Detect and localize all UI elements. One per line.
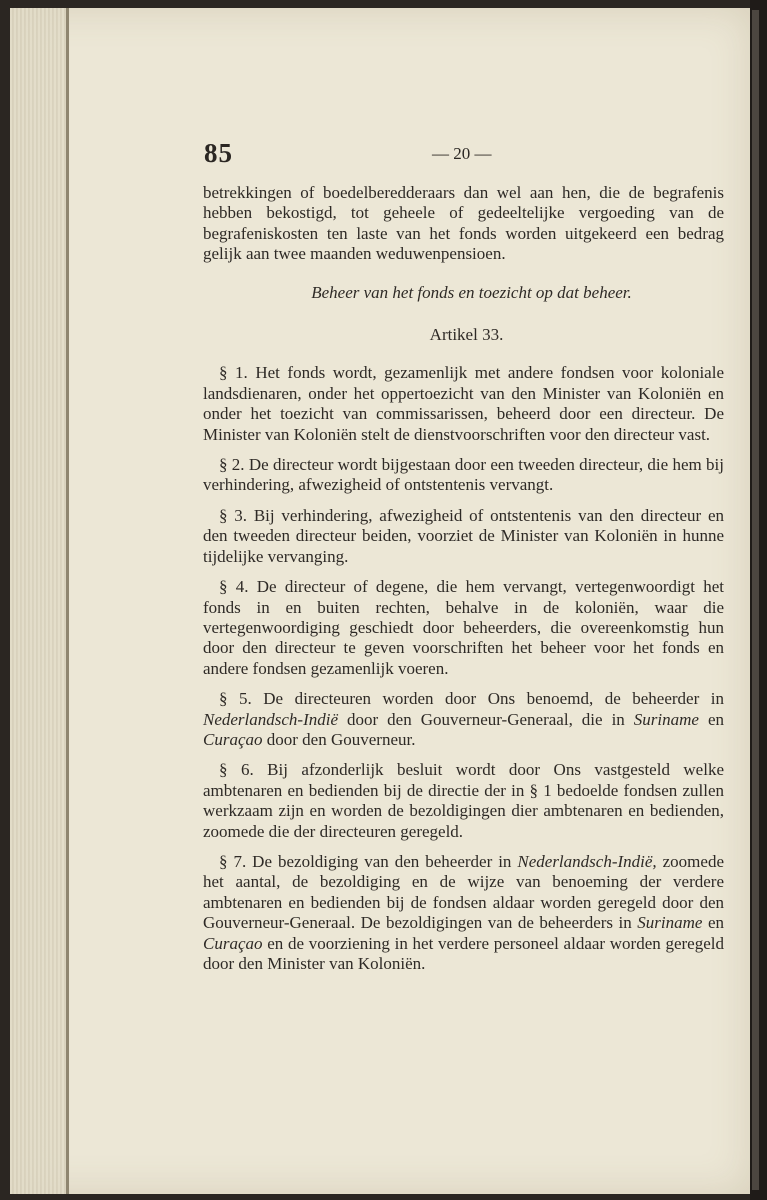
section-heading: Beheer van het fonds en toezicht op dat beheer. — [311, 282, 632, 302]
page-number: 85 — [204, 138, 233, 168]
clause-6: § 6. Bij afzonderlijk besluit wordt door Ons vastgesteld welke ambtenaren en bedienden bij de directie der in § 1 bedoelde fondsen zullen werkzaam zijn en worden de bezoldigingen dier ambtenaren en bedienden, zoomede die der directeuren geregeld. — [203, 760, 724, 841]
clause-2: § 2. De directeur wordt bijgestaan door een tweeden directeur, die hem bij verhindering, afwezigheid of ontstentenis vervangt. — [203, 455, 724, 495]
page-header — [204, 138, 724, 178]
place-name: Nederlandsch-Indië, — [517, 851, 657, 871]
place-name: Nederlandsch-Indië — [203, 709, 339, 729]
running-folio: — 20 — — [432, 144, 492, 163]
place-name: Suriname — [637, 913, 703, 933]
page-edge-shadow — [66, 8, 69, 1194]
page-edge-stack — [10, 8, 66, 1194]
clause-7-text: § 7. De bezoldiging van den beheerder in — [219, 851, 518, 871]
clause-5-text: en — [698, 709, 724, 729]
clause-7-text: zoomede het aantal, de bezoldiging en de wijze van benoeming der verdere ambtenaren en bedienden bij de fondsen aldaar worden geregeld door den Gouverneur-Generaal. De bezoldigingen van de beheerders in — [203, 851, 724, 933]
article-heading: Artikel 33. — [429, 325, 504, 345]
clause-4: § 4. De directeur of degene, die hem vervangt, vertegenwoordigt het fonds in en buiten rechten, behalve in de koloniën, waar die vertegenwoordiging geschiedt door beheerders, die overeenkomstig hun door den directeur te geven voorschriften het beheer voor het fonds en andere fondsen gezamenlijk voeren. — [203, 577, 724, 678]
place-name: Curaçao — [203, 729, 263, 749]
clause-5 — [203, 689, 724, 750]
clause-7-text: en — [702, 913, 724, 933]
clause-7 — [203, 852, 724, 974]
page-body — [203, 183, 724, 974]
clause-7-text: en de voorziening in het verdere personeel aldaar worden geregeld door den Minister van Koloniën. — [203, 933, 724, 973]
clause-5-text: door den Gouverneur. — [262, 729, 416, 749]
clause-5-text: § 5. De directeuren worden door Ons benoemd, de beheerder in — [219, 689, 724, 709]
clause-5-text: door den Gouverneur-Generaal, die in — [338, 709, 634, 729]
clause-3: § 3. Bij verhindering, afwezigheid of ontstentenis van den directeur en den tweeden directeur beiden, voorziet de Minister van Koloniën in hunne tijdelijke vervanging. — [203, 505, 724, 566]
scan-border — [750, 0, 767, 1200]
scan-border-inner — [752, 10, 759, 1190]
place-name: Suriname — [633, 709, 699, 729]
clause-1: § 1. Het fonds wordt, gezamenlijk met andere fondsen voor koloniale landsdienaren, onder het oppertoezicht van den Minister van Koloniën en onder het toezicht van commissarissen, beheerd door een directeur. De Minister van Koloniën stelt de dienstvoorschriften voor den directeur vast. — [203, 363, 724, 444]
continuation-paragraph: betrekkingen of boedelberedderaars dan wel aan hen, die de begrafenis hebben bekostigd, tot geheele of gedeeltelijke vergoeding van de begrafeniskosten ten laste van het fonds worden uitgekeerd een bedrag gelijk aan twee maanden weduwenpensioen. — [203, 183, 724, 264]
place-name: Curaçao — [203, 933, 263, 953]
